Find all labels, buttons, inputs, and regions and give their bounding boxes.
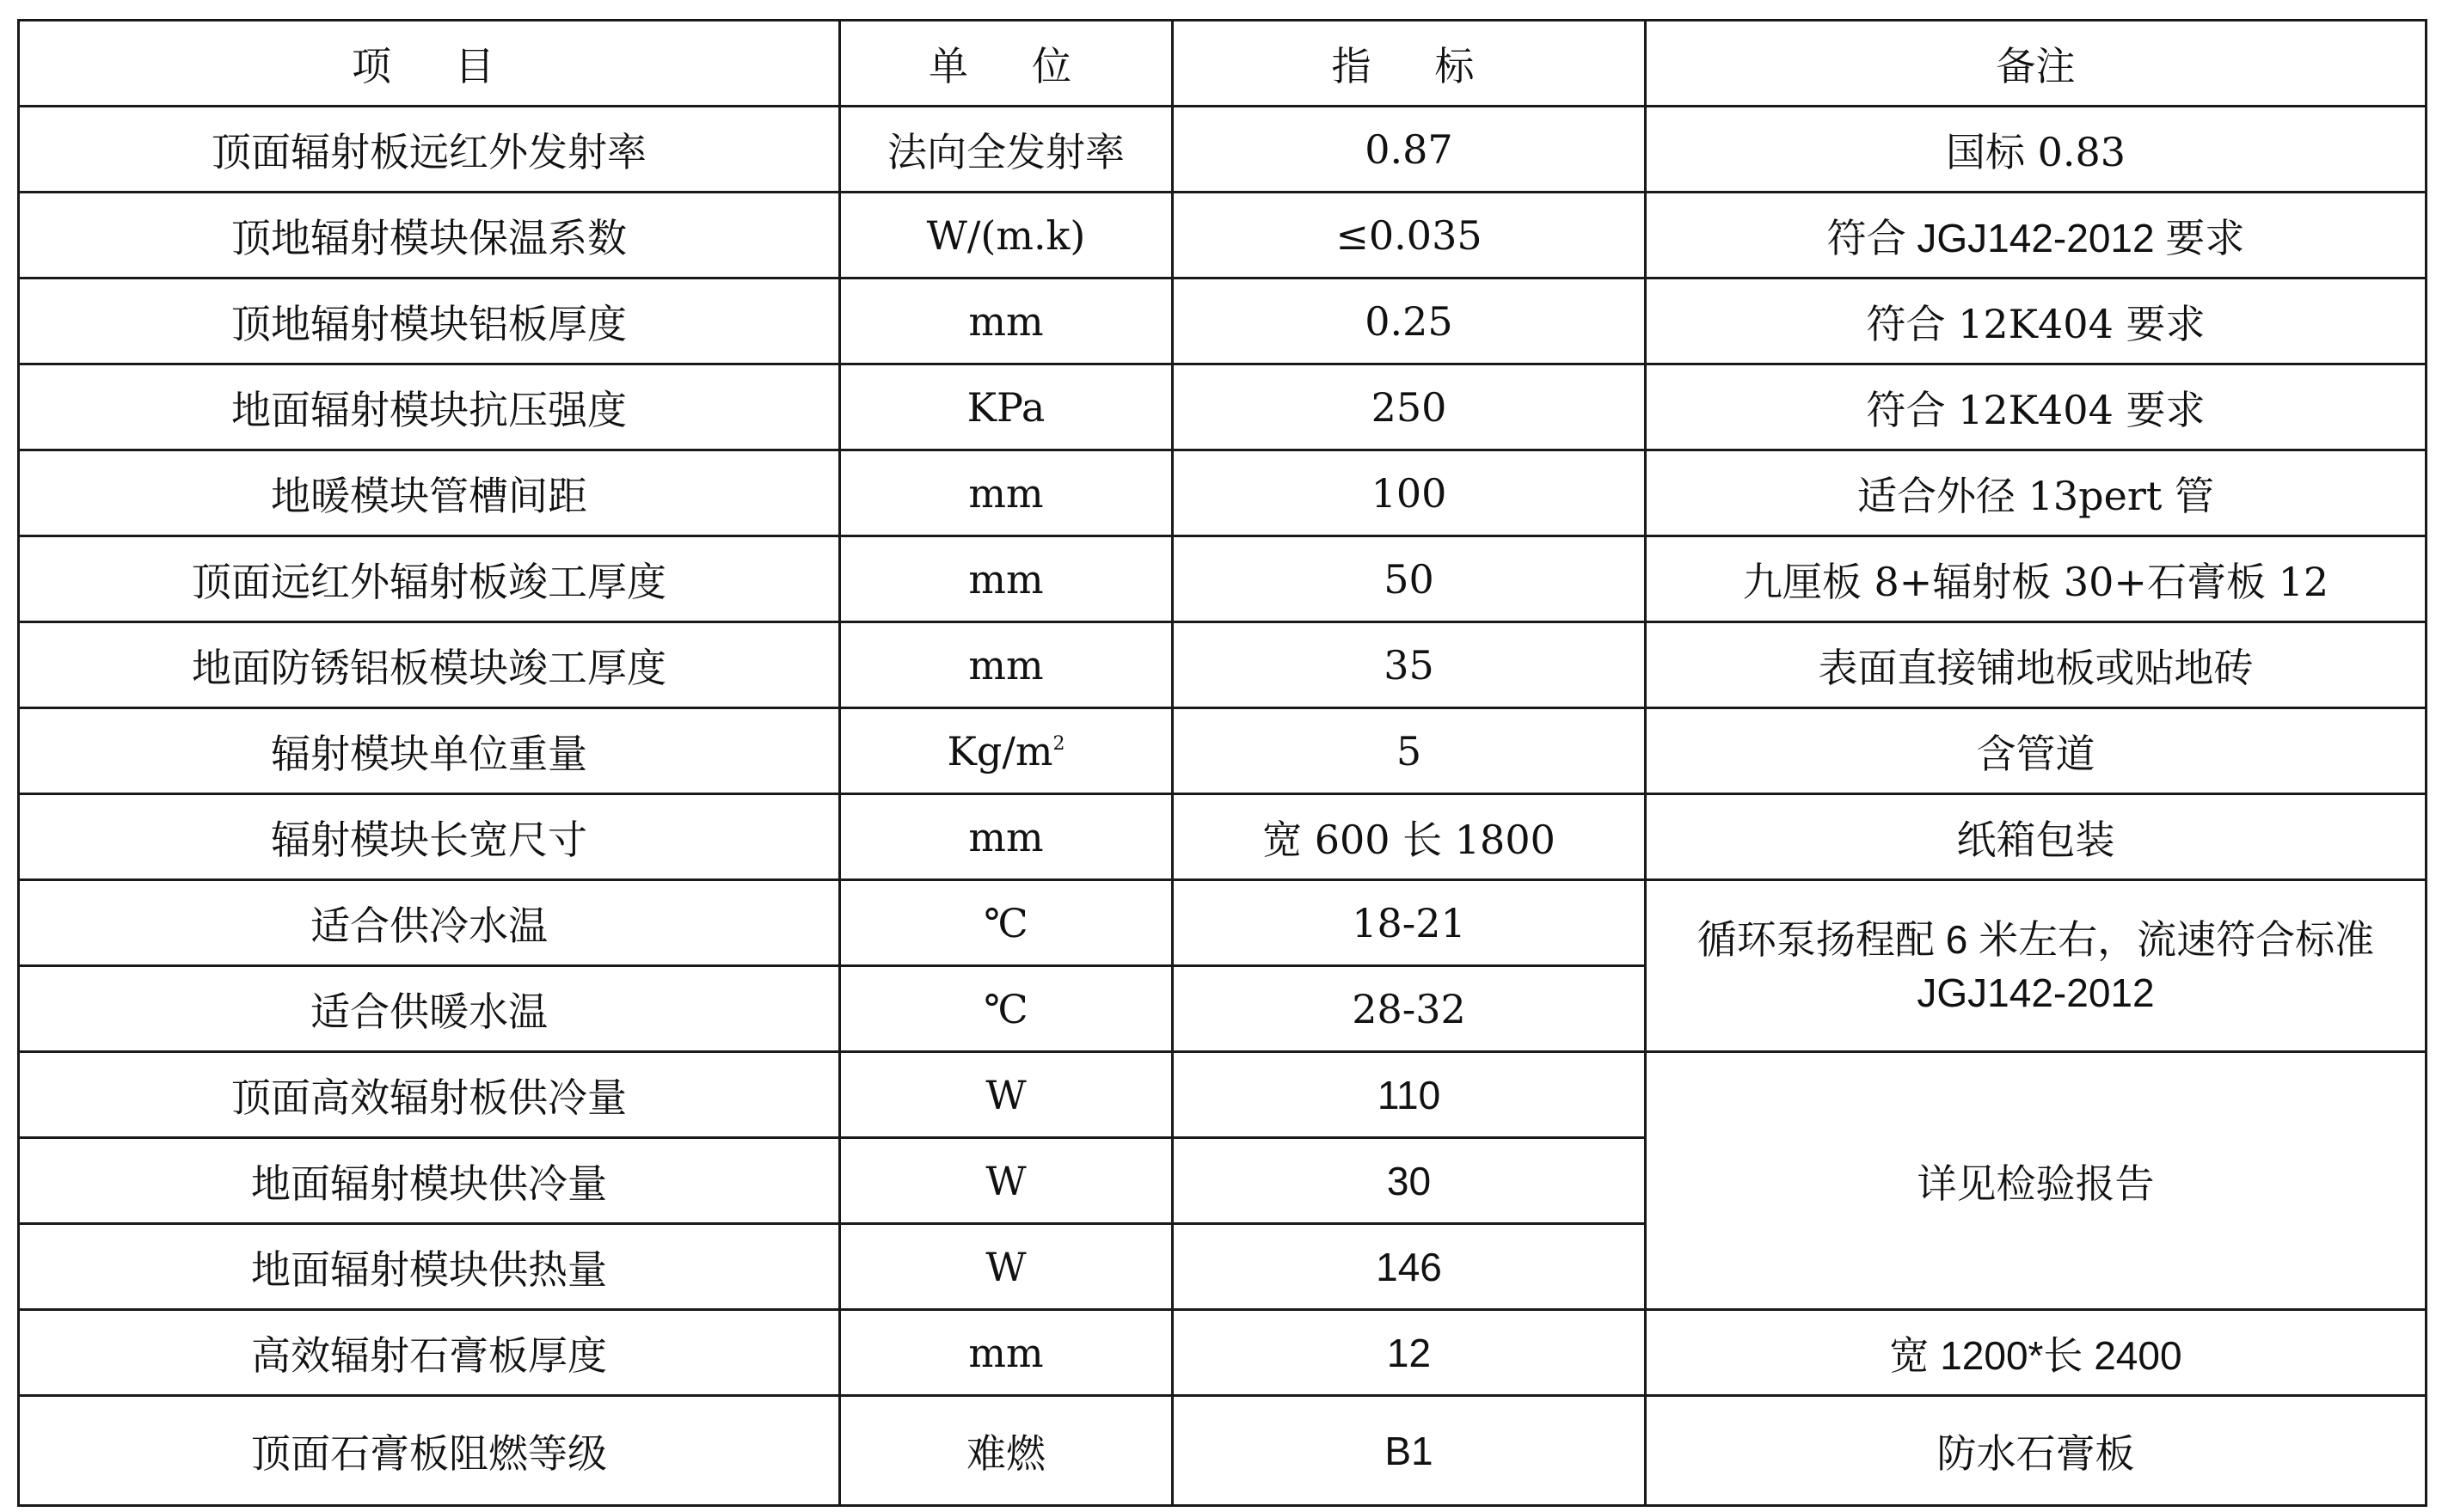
unit-cell: mm (840, 536, 1173, 622)
note-cell: 防水石膏板 (1646, 1396, 2427, 1506)
value-cell: 146 (1173, 1224, 1646, 1310)
table-row (19, 1310, 2427, 1396)
note-cell: 国标 0.83 (1646, 107, 2427, 193)
item-cell: 地面防锈铝板模块竣工厚度 (19, 622, 840, 708)
value-cell: 30 (1173, 1138, 1646, 1224)
value-cell: 12 (1173, 1310, 1646, 1396)
item-cell: 顶地辐射模块保温系数 (19, 193, 840, 279)
item-cell: 顶面辐射板远红外发射率 (19, 107, 840, 193)
item-cell: 顶面石膏板阻燃等级 (19, 1396, 840, 1506)
header-note: 备注 (1646, 21, 2427, 107)
item-cell: 地面辐射模块供热量 (19, 1224, 840, 1310)
unit-cell: W/(m.k) (840, 193, 1173, 279)
value-cell: 110 (1173, 1052, 1646, 1138)
item-cell: 适合供暖水温 (19, 966, 840, 1052)
unit-cell: 难燃 (840, 1396, 1173, 1506)
unit-cell: KPa (840, 364, 1173, 450)
unit-text: Kg/m (947, 727, 1053, 774)
value-cell: 250 (1173, 364, 1646, 450)
table-row (19, 536, 2427, 622)
item-cell: 地面辐射模块抗压强度 (19, 364, 840, 450)
note-cell: 含管道 (1646, 708, 2427, 794)
value-cell: 0.87 (1173, 107, 1646, 193)
value-cell: ≤0.035 (1173, 193, 1646, 279)
header-item: 项 目 (19, 21, 840, 107)
unit-cell: mm (840, 622, 1173, 708)
item-cell: 顶面高效辐射板供冷量 (19, 1052, 840, 1138)
unit-cell: mm (840, 450, 1173, 536)
table-row (19, 794, 2427, 880)
table-row (19, 880, 2427, 966)
item-cell: 辐射模块单位重量 (19, 708, 840, 794)
unit-cell: W (840, 1138, 1173, 1224)
unit-superscript: 2 (1052, 732, 1065, 755)
unit-cell (840, 708, 1173, 794)
spec-table (17, 19, 2427, 1507)
value-cell: 50 (1173, 536, 1646, 622)
header-row (19, 21, 2427, 107)
note-cell-merged (1646, 880, 2427, 1052)
item-cell: 顶地辐射模块铝板厚度 (19, 279, 840, 364)
note-cell: 符合 JGJ142-2012 要求 (1646, 193, 2427, 279)
note-cell: 宽 1200*长 2400 (1646, 1310, 2427, 1396)
value-cell: B1 (1173, 1396, 1646, 1506)
value-cell: 35 (1173, 622, 1646, 708)
table-row (19, 1052, 2427, 1138)
table-row (19, 708, 2427, 794)
unit-cell: ℃ (840, 966, 1173, 1052)
table-row (19, 450, 2427, 536)
table-row (19, 193, 2427, 279)
item-cell: 地面辐射模块供冷量 (19, 1138, 840, 1224)
value-cell: 28-32 (1173, 966, 1646, 1052)
value-cell: 5 (1173, 708, 1646, 794)
item-cell: 顶面远红外辐射板竣工厚度 (19, 536, 840, 622)
table-row (19, 364, 2427, 450)
table-row (19, 622, 2427, 708)
table-row (19, 279, 2427, 364)
value-cell: 0.25 (1173, 279, 1646, 364)
table-row (19, 1396, 2427, 1506)
note-cell: 表面直接铺地板或贴地砖 (1646, 622, 2427, 708)
note-cell: 纸箱包装 (1646, 794, 2427, 880)
unit-cell: mm (840, 1310, 1173, 1396)
header-value: 指 标 (1173, 21, 1646, 107)
header-unit: 单 位 (840, 21, 1173, 107)
item-cell: 地暖模块管槽间距 (19, 450, 840, 536)
note-cell-merged: 详见检验报告 (1646, 1052, 2427, 1310)
note-cell: 九厘板 8+辐射板 30+石膏板 12 (1646, 536, 2427, 622)
note-cell: 符合 12K404 要求 (1646, 279, 2427, 364)
value-cell: 18-21 (1173, 880, 1646, 966)
note-cell: 适合外径 13pert 管 (1646, 450, 2427, 536)
unit-cell: mm (840, 279, 1173, 364)
unit-cell: W (840, 1224, 1173, 1310)
table-row (19, 107, 2427, 193)
note-cell: 符合 12K404 要求 (1646, 364, 2427, 450)
note-line: 循环泵扬程配 6 米左右，流速符合标准 (1697, 916, 2375, 962)
value-cell: 100 (1173, 450, 1646, 536)
value-cell: 宽 600 长 1800 (1173, 794, 1646, 880)
unit-cell: mm (840, 794, 1173, 880)
unit-cell: W (840, 1052, 1173, 1138)
item-cell: 适合供冷水温 (19, 880, 840, 966)
note-line: JGJ142-2012 (1917, 970, 2155, 1015)
unit-cell: ℃ (840, 880, 1173, 966)
unit-cell: 法向全发射率 (840, 107, 1173, 193)
item-cell: 高效辐射石膏板厚度 (19, 1310, 840, 1396)
item-cell: 辐射模块长宽尺寸 (19, 794, 840, 880)
